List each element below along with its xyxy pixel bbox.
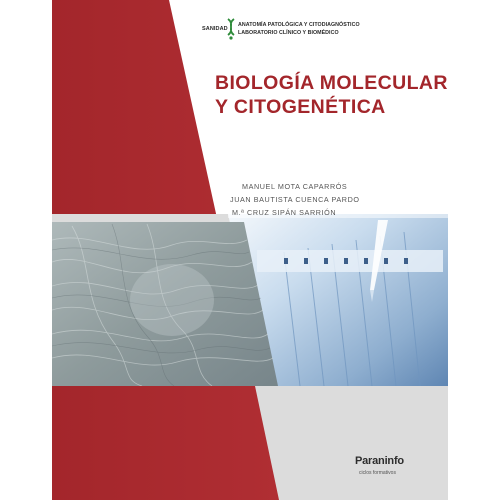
degree-title-2: LABORATORIO CLÍNICO Y BIOMÉDICO <box>238 30 339 36</box>
dna-logo-icon <box>226 17 236 41</box>
author-2: JUAN BAUTISTA CUENCA PARDO <box>230 195 360 204</box>
author-1: MANUEL MOTA CAPARRÓS <box>242 182 348 191</box>
publisher-logo: Paraninfo <box>355 455 404 467</box>
author-3: M.ª CRUZ SIPÁN SARRIÓN <box>232 208 337 217</box>
book-cover <box>52 0 448 500</box>
cells-photo <box>52 222 278 386</box>
degree-title-1: ANATOMÍA PATOLÓGICA Y CITODIAGNÓSTICO <box>238 22 360 28</box>
publisher-tagline: ciclos formativos <box>359 470 396 476</box>
book-title-line-1: BIOLOGÍA MOLECULAR <box>215 72 448 94</box>
book-title-line-2: Y CITOGENÉTICA <box>215 96 386 118</box>
sector-label: SANIDAD <box>202 26 228 32</box>
